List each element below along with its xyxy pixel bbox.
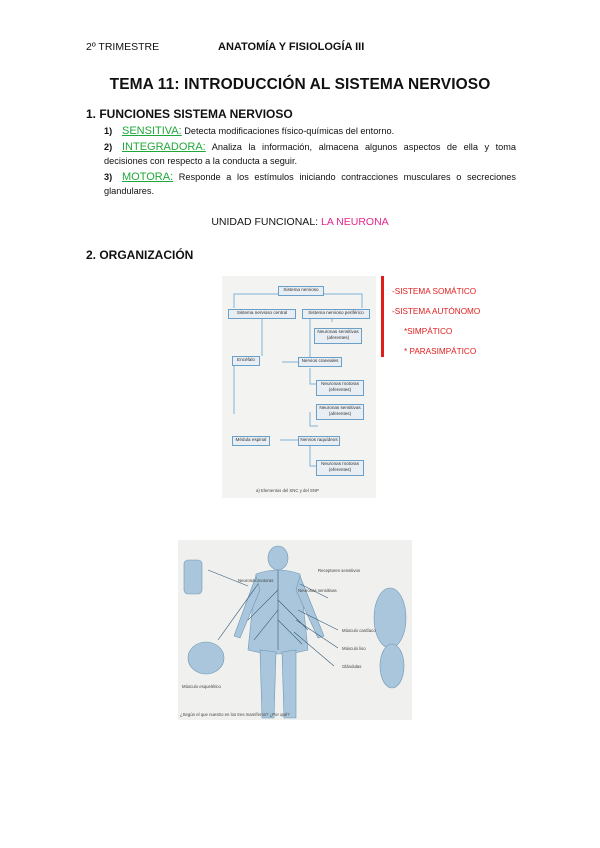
side-sympathetic: *SIMPÁTICO <box>404 327 453 336</box>
item-term: INTEGRADORA: <box>122 141 206 153</box>
node-craneales: Nervios craneales <box>298 357 342 367</box>
body-illustration <box>178 540 412 720</box>
fig2-label-cardiac: Músculo cardíaco <box>342 628 376 633</box>
unit-label: UNIDAD FUNCIONAL: <box>211 216 321 228</box>
fig2-label-receptors: Receptores sensitivos <box>318 568 361 573</box>
section2-heading: 2. ORGANIZACIÓN <box>86 248 194 262</box>
node-mot2: Neuronas motoras (eferentes) <box>316 460 364 476</box>
body-figure-icon <box>178 540 412 720</box>
section1-heading: 1. FUNCIONES SISTEMA NERVIOSO <box>86 107 293 121</box>
item-desc: Detecta modificaciones físico-químicas del entorno. <box>181 126 395 136</box>
fig2-label-motor: Neuronas motoras <box>238 578 274 583</box>
nervous-system-diagram <box>222 276 376 498</box>
fig2-label-smooth: Músculo liso <box>342 646 366 651</box>
functional-unit <box>0 216 600 228</box>
node-sens2: Neuronas sensitivas (aferentes) <box>316 404 364 420</box>
item-term: MOTORA: <box>122 171 174 183</box>
node-snc: Sistema nervioso central <box>228 309 296 319</box>
node-encefalo: Encéfalo <box>232 356 260 366</box>
header-term: 2º TRIMESTRE <box>86 41 160 53</box>
header-subject: ANATOMÍA Y FISIOLOGÍA III <box>218 41 365 53</box>
item-term: SENSITIVA: <box>122 125 182 137</box>
item-number: 2) <box>104 142 113 152</box>
fig2-label-skeletal: Músculo esquelético <box>182 684 221 689</box>
side-parasympathetic: * PARASIMPÁTICO <box>404 347 477 356</box>
item-number: 3) <box>104 172 113 182</box>
node-sens1: Neuronas sensitivas (aferentes) <box>314 328 362 344</box>
node-root: Sistema nervioso <box>278 286 324 296</box>
side-autonomic: -SISTEMA AUTÓNOMO <box>392 307 481 316</box>
node-raquideos: Nervios raquídeos <box>298 436 340 446</box>
side-bar <box>381 276 384 357</box>
node-mot1: Neuronas motoras (eferentes) <box>316 380 364 396</box>
side-somatic: -SISTEMA SOMÁTICO <box>392 287 477 296</box>
fig2-label-sensory: Neuronas sensitivas <box>298 588 337 593</box>
function-item-2 <box>104 140 516 168</box>
item-number: 1) <box>104 126 113 136</box>
page-title: TEMA 11: INTRODUCCIÓN AL SISTEMA NERVIOSO <box>109 76 491 93</box>
fig2-caption: ¿Según el que nuestro en los tres mamíferos? ¿Por qué? <box>180 712 290 717</box>
item-desc: Responde a los estímulos iniciando contracciones musculares o secreciones glandulares. <box>104 172 516 196</box>
fig2-label-glands: Glándulas <box>342 664 362 669</box>
item-desc: Analiza la información, almacena algunos aspectos de ella y toma decisiones con respecto a la conducta a seguir. <box>104 142 516 166</box>
node-snp: Sistema nervioso periférico <box>302 309 370 319</box>
unit-value: LA NEURONA <box>321 216 389 228</box>
diagram-caption: a) Elementos del SNC y del SNP <box>256 488 319 493</box>
function-item-1 <box>104 124 516 138</box>
node-medula: Médula espinal <box>232 436 270 446</box>
function-item-3 <box>104 170 516 198</box>
